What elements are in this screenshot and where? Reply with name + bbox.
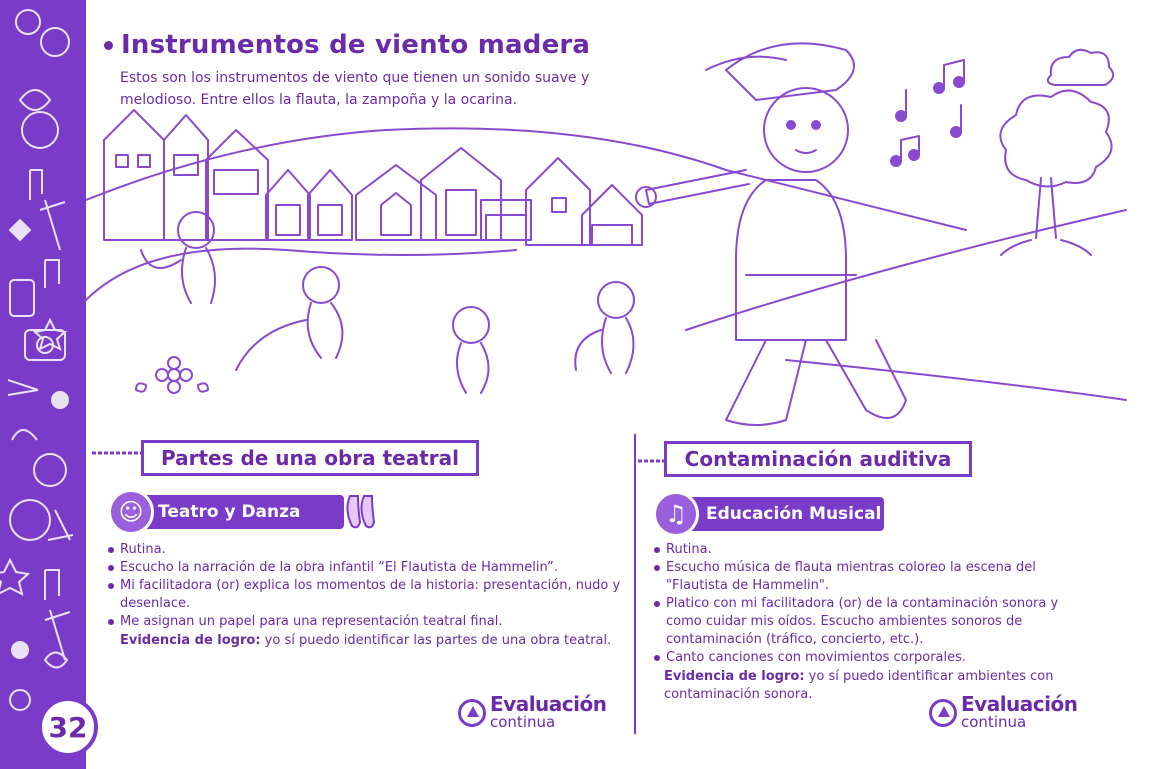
list-item — [654, 541, 1074, 559]
evaluation-logo-left — [458, 692, 607, 731]
list-item-text: Rutina. — [666, 542, 712, 557]
list-item — [654, 595, 1074, 649]
list-item — [654, 649, 1074, 667]
list-item-text: Escucho la narración de la obra infantil “El Flautista de Hammelin”. — [120, 560, 558, 575]
evidence-text: yo sí puedo identificar las partes de una obra teatral. — [260, 633, 612, 648]
ground-line — [786, 360, 1126, 400]
evidence-teatro — [120, 632, 628, 650]
music-notes — [891, 60, 964, 166]
intro-paragraph: Estos son los instrumentos de viento que tienen un sonido suave y melodioso. Entre ellos la flauta, la zampoña y la ocarina. — [120, 70, 590, 108]
page-number: 32 — [38, 697, 98, 757]
heading-contaminacion: Contaminación auditiva — [664, 441, 972, 477]
evaluation-logo-right — [929, 692, 1078, 731]
list-item-text: Escucho música de flauta mientras coloreo la escena del "Flautista de Hammelin". — [666, 560, 1036, 593]
theater-masks-icon: ☺ — [108, 489, 154, 535]
bullet-dot — [654, 655, 660, 661]
list-item-text: Canto canciones con movimientos corporales. — [666, 650, 967, 665]
list-item — [108, 559, 628, 577]
evaluation-logo-icon — [458, 699, 486, 727]
ballet-shoes-icon — [342, 490, 378, 530]
list-musica — [654, 541, 1074, 667]
evidence-label: Evidencia de logro: — [120, 633, 261, 648]
evaluation-logo-subtitle: continua — [961, 713, 1027, 731]
evaluation-logo-icon — [929, 699, 957, 727]
evaluation-logo-title: Evaluación — [961, 692, 1078, 716]
list-teatro — [108, 541, 628, 631]
bullet-dot — [108, 619, 114, 625]
bullet-dot — [654, 547, 660, 553]
subject-label-teatro: Teatro y Danza — [158, 502, 301, 522]
list-item — [108, 577, 628, 613]
list-item — [108, 613, 628, 631]
list-item — [654, 559, 1074, 595]
bullet-dot — [654, 601, 660, 607]
bullet-dot — [108, 583, 114, 589]
evaluation-logo-subtitle: continua — [490, 713, 556, 731]
list-item-text: Rutina. — [120, 542, 166, 557]
list-item-text: Me asignan un papel para una representación teatral final. — [120, 614, 503, 629]
cloud — [1048, 50, 1113, 85]
page-title-text: Instrumentos de viento madera — [121, 30, 591, 60]
heading-partes-obra: Partes de una obra teatral — [141, 440, 479, 476]
tree — [1000, 91, 1111, 255]
subject-label-musica: Educación Musical — [706, 504, 882, 524]
evaluation-logo-title: Evaluación — [490, 692, 607, 716]
column-divider — [634, 434, 636, 734]
list-item-text: Platico con mi facilitadora (or) de la contaminación sonora y como cuidar mis oídos. Escucho ambientes sonoros de contaminación (tráfico, concierto, etc.). — [666, 596, 1059, 647]
bullet-dot — [108, 547, 114, 553]
list-item — [108, 541, 628, 559]
bullet-dot — [654, 565, 660, 571]
evidence-text: yo sí puedo identificar ambientes con contaminación sonora. — [664, 669, 1054, 702]
front-hill — [86, 249, 516, 300]
decorative-side-strip — [0, 0, 86, 769]
bullet-dot — [108, 565, 114, 571]
coloring-scene — [86, 30, 1136, 435]
music-note-icon: ♫ — [653, 491, 699, 537]
right-hill — [686, 210, 1126, 330]
side-doodles — [0, 0, 86, 769]
evidence-label: Evidencia de logro: — [664, 669, 805, 684]
list-item-text: Mi facilitadora (or) explica los momentos de la historia: presentación, nudo y desenlace. — [120, 578, 621, 611]
flower — [136, 357, 208, 393]
